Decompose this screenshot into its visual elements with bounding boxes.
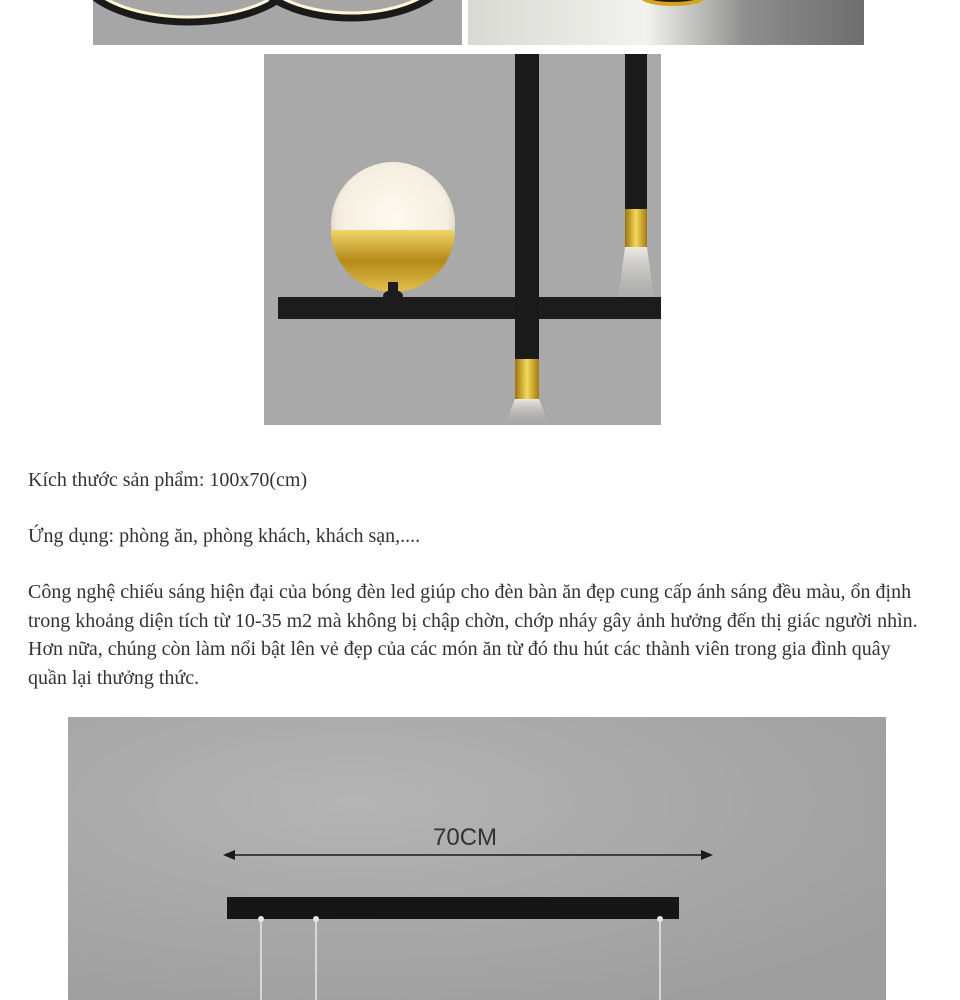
ring-lamp-illustration [93, 0, 462, 45]
product-size-text: Kích thước sản phẩm: 100x70(cm) [28, 469, 308, 491]
globe-lamp-illustration [264, 54, 661, 425]
product-image-rings [93, 0, 462, 45]
canopy-bar [227, 897, 679, 919]
application-text: Ứng dụng: phòng ăn, phòng khách, khách sạn,.... [28, 525, 421, 547]
product-image-globe-detail [264, 54, 661, 425]
dimension-illustration [68, 717, 886, 1000]
description-paragraph: Công nghệ chiếu sáng hiện đại của bóng đèn led giúp cho đèn bàn ăn đẹp cung cấp ánh sáng đều màu, ổn định trong khoảng diện tích từ 10-35 m2 mà không bị chập chờn, chớp nháy gây ảnh hưởng đến thị giác người nhìn. Hơn nữa, chúng còn làm nổi bật lên vẻ đẹp của các món ăn từ đó thu hút các thành viên trong gia đình quây quần lại thưởng thức. [28, 581, 918, 689]
product-image-dimensions [68, 717, 886, 1000]
product-image-spotlight [468, 0, 864, 45]
spotlight-illustration [468, 0, 864, 45]
dimension-label: 70CM [433, 824, 498, 851]
